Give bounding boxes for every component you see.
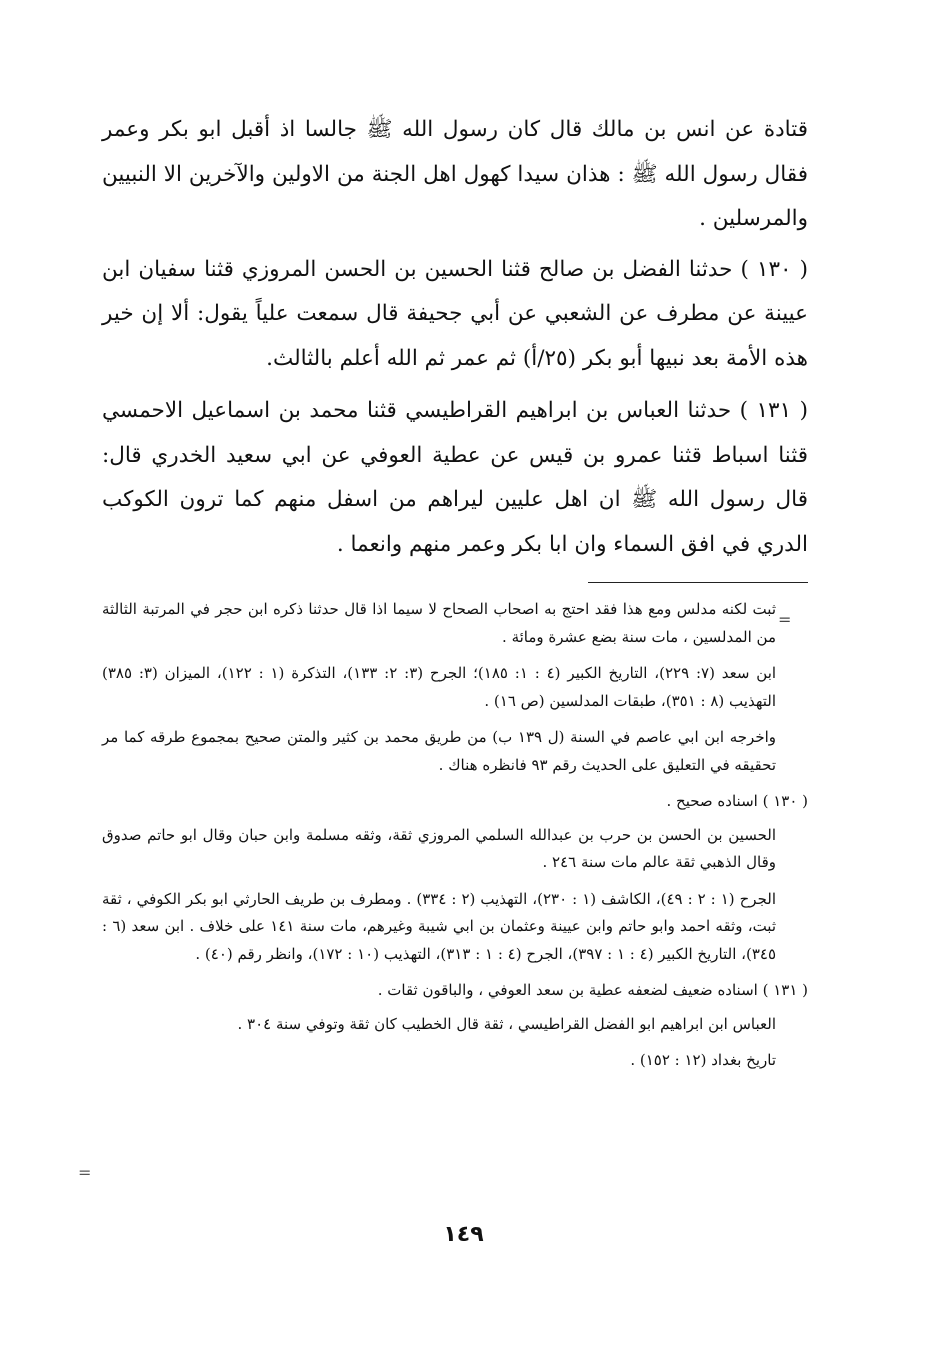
paragraph-130 [102,248,808,382]
footnote-text: ابن سعد (٧: ٢٢٩)، التاريخ الكبير (٤ : ١: ١٨٥)؛ الجرح (٣: ٢: ١٣٣)، التذكرة (١ : ١٢٢)، الميزان (٣: ٣٨٥) التهذيب (٨ : ٣٥١)، طبقات المدلسين (ص ١٦) . [102,664,777,710]
footnotes [102,596,808,1084]
main-text [102,108,808,575]
footnote-text: الجرح (١ : ٢ : ٤٩)، الكاشف (١ : ٢٣٠)، التهذيب (٢ : ٣٣٤) . ومطرف بن طريف الحارثي ابو بكر الكوفي ، ثقة ثبت، وثقه احمد وابو حاتم وابن عيينة وعثمان بن ابي شيبة وغيرهم، مات سنة ١٤١ على خلاف . ابن سعد (٦ : ٣٤٥)، التاريخ الكبير (٤ : ١ : ٣٩٧)، الجرح (٤ : ١ : ٣١٣)، التهذيب (١٠ : ١٧٢)، وانظر رقم (٤٠) . [102,889,776,963]
footnote-heading-131: ( ١٣١ ) اسناده ضعيف لضعفه عطية بن سعد العوفي ، والباقون ثقات . [377,981,808,999]
hadith-text-130: حدثنا الفضل بن صالح قثنا الحسين بن الحسن المروزي قثنا سفيان ابن عيينة عن مطرف عن الشعبي عن أبي جحيفة قال سمعت علياً يقول: ألا إن خير هذه الأمة بعد نبيها أبو بكر (٢٥/أ) ثم عمر ثم الله أعلم بالثالث. [102,256,808,371]
hadith-text-131: حدثنا العباس بن ابراهيم القراطيسي قثنا محمد بن اسماعيل الاحمسي قثنا اسباط قثنا عمرو بن قيس عن عطية العوفي عن ابي سعيد الخدري قال: قال رسول الله ﷺ ان اهل عليين ليراهم من اسفل منهم كما ترون الكوكب الدري في افق السماء وان ابا بكر وعمر منهم وانعما . [102,398,808,557]
footnote-separator [588,582,808,583]
footnote-text: العباس ابن ابراهيم ابو الفضل القراطيسي ، ثقة قال الخطيب كان ثقة وتوفي سنة ٣٠٤ . [237,1014,776,1033]
footnote-text: ثبت لكنه مدلس ومع هذا فقد احتج به اصحاب الصحاح لا سيما اذا قال حدثنا ذكره ابن حجر في المرتبة الثالثة من المدلسين ، مات سنة بضع عشرة ومائة . [102,600,776,646]
hadith-number-131: ( ١٣١ ) [739,398,808,423]
footnote-text: واخرجه ابن ابي عاصم في السنة (ل ١٣٩ ب) من طريق محمد بن كثير والمتن صحيح بمجموع طرقه كما مر تحقيقه في التعليق على الحديث رقم ٩٣ فانظره هناك . [102,728,776,774]
footnote-heading-130: ( ١٣٠ ) اسناده صحيح . [666,792,808,810]
hadith-number-130: ( ١٣٠ ) [740,256,808,282]
paragraph-131 [102,389,808,567]
page-number: ١٤٩ [443,1222,484,1247]
margin-mark: = [78,1163,92,1182]
footnote-text: تاريخ بغداد (١٢ : ١٥٢) . [630,1051,776,1069]
footnote-text: الحسين بن الحسن بن حرب بن عبدالله السلمي المروزي ثقة، وثقه مسلمة وابن حبان وقال ابو حاتم صدوق وقال الذهبي ثقة عالم مات سنة ٢٤٦ . [102,825,776,871]
footnote-continuation-mark: = [778,610,792,629]
paragraph-1: قتادة عن انس بن مالك قال كان رسول الله ﷺ جالسا اذ أقبل ابو بكر وعمر فقال رسول الله ﷺ : هذان سيدا كهول اهل الجنة من الاولين والآخرين الا النبيين والمرسلين . [102,117,808,231]
